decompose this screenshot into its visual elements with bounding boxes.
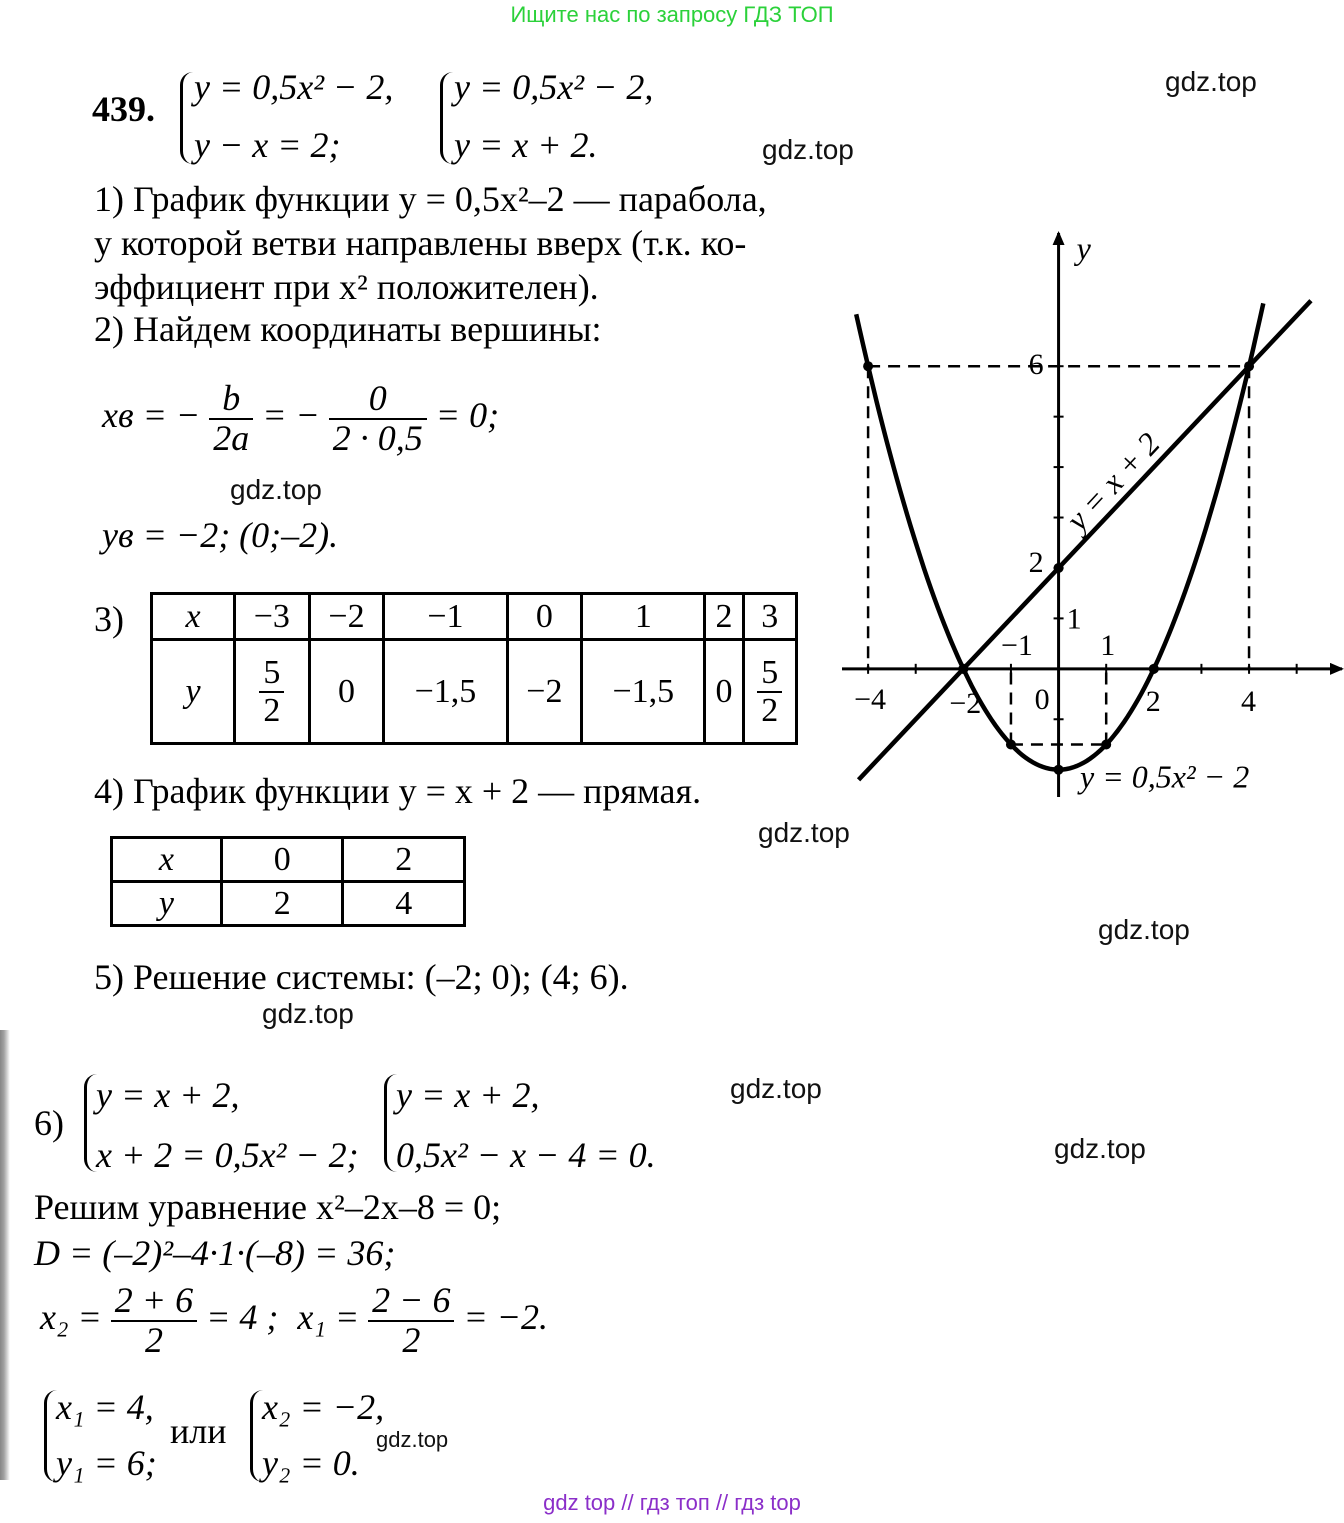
discriminant: D = (–2)²–4·1·(–8) = 36; <box>34 1233 396 1273</box>
step3-label: 3) <box>94 599 124 639</box>
fraction-denominator: 2 <box>144 1319 163 1360</box>
problem-number: 439. <box>92 89 155 129</box>
step6-sys1-line2: x + 2 = 0,5x² − 2; <box>96 1135 359 1175</box>
table-cell: 2 <box>343 838 465 882</box>
y-tick-label: 1 <box>1066 602 1082 636</box>
vertex-x-formula <box>102 380 499 458</box>
system2-line1: y = 0,5x² − 2, <box>454 67 654 107</box>
watermark: gdz.top <box>1098 914 1190 945</box>
answer2-line2: y₂ = 0. <box>262 1443 360 1483</box>
watermark: gdz.top <box>230 474 322 505</box>
graph-point <box>1101 739 1111 749</box>
table-cell: 0 <box>705 640 743 744</box>
table-header-x: x <box>112 838 222 882</box>
table-header-y: y <box>112 882 222 926</box>
fraction <box>368 1282 454 1360</box>
answer1-line1: x₁ = 4, <box>56 1387 154 1427</box>
table-cell: 0 <box>221 838 343 882</box>
vertex-x-end: = 0; <box>435 395 500 436</box>
fraction <box>209 380 253 458</box>
answer2-line1: x₂ = −2, <box>262 1387 385 1427</box>
solve-equation: Решим уравнение x²–2x–8 = 0; <box>34 1187 502 1227</box>
step1-line1: 1) График функции y = 0,5x²–2 — парабола, <box>94 179 767 219</box>
system1-line2: y − x = 2; <box>194 125 341 165</box>
watermark: gdz.top <box>730 1073 822 1104</box>
watermark: gdz.top <box>1054 1133 1146 1164</box>
graph <box>830 225 1330 805</box>
table-cell: −2 <box>507 640 582 744</box>
x-tick-label: 4 <box>1241 684 1257 718</box>
table-cell: −1,5 <box>384 640 507 744</box>
watermark: gdz.top <box>758 817 850 848</box>
y-tick-label: 6 <box>1028 348 1044 382</box>
roots-formula <box>40 1282 548 1360</box>
graph-point <box>1244 361 1254 371</box>
fraction-denominator: 2 <box>402 1319 421 1360</box>
table-cell: 2 <box>221 882 343 926</box>
header-banner: Ищите нас по запросу ГДЗ ТОП <box>510 2 834 27</box>
graph-point <box>1054 563 1064 573</box>
x-tick-label: −4 <box>854 682 887 716</box>
fraction-numerator: 5 <box>259 655 284 693</box>
table-cell <box>743 640 796 744</box>
vertex-x-lhs: xв = − <box>102 395 201 436</box>
fraction-denominator: 2 <box>761 691 779 729</box>
line-values-table <box>110 836 466 927</box>
table-header-x: x <box>152 594 235 640</box>
graph-point <box>958 664 968 674</box>
table-cell <box>235 640 310 744</box>
table-cell: 0 <box>507 594 582 640</box>
y-tick-label: 2 <box>1028 545 1044 579</box>
y-axis-label: y <box>1076 230 1091 266</box>
table-cell: 2 <box>705 594 743 640</box>
graph-point <box>1054 765 1064 775</box>
fraction-numerator: b <box>209 380 253 420</box>
step6-sys2-line2: 0,5x² − x − 4 = 0. <box>396 1135 656 1175</box>
line-label: y = x + 2 <box>1058 425 1167 538</box>
or-word: или <box>170 1411 227 1451</box>
vertex-y: yв = −2; (0;–2). <box>102 515 339 555</box>
fraction <box>329 380 427 458</box>
step2-heading: 2) Найдем координаты вершины: <box>94 309 602 349</box>
step5-solution: 5) Решение системы: (–2; 0); (4; 6). <box>94 957 629 997</box>
x-tick-label: 1 <box>1100 628 1116 662</box>
system-brace <box>180 72 193 164</box>
graph-point <box>1149 664 1159 674</box>
table-cell: 4 <box>343 882 465 926</box>
parabola-label: y = 0,5x² − 2 <box>1080 758 1250 795</box>
step6-sys1-line1: y = x + 2, <box>96 1075 240 1115</box>
fraction-numerator: 2 + 6 <box>111 1282 197 1322</box>
table-cell: −1,5 <box>582 640 705 744</box>
graph-point <box>1006 739 1016 749</box>
root1-end: = −2. <box>463 1297 549 1338</box>
table-cell: 0 <box>309 640 384 744</box>
system1-line1: y = 0,5x² − 2, <box>194 67 394 107</box>
table-cell: 1 <box>582 594 705 640</box>
table-cell: −2 <box>309 594 384 640</box>
step4-heading: 4) График функции y = x + 2 — прямая. <box>94 771 702 811</box>
table-cell: 3 <box>743 594 796 640</box>
x-tick-label: 0 <box>1034 682 1050 716</box>
step1-line2: у которой ветви направлены вверх (т.к. ко- <box>94 223 747 263</box>
parabola-values-table <box>150 592 798 745</box>
watermark: gdz.top <box>262 998 354 1029</box>
root2-lhs: x₂ = <box>40 1297 102 1338</box>
watermark: gdz.top <box>762 134 854 165</box>
fraction <box>259 655 284 728</box>
vertex-x-mid: = − <box>262 395 320 436</box>
root1-lhs: x₁ = <box>297 1297 360 1338</box>
fraction-denominator: 2a <box>213 417 250 458</box>
table-cell: −3 <box>235 594 310 640</box>
footer-banner: gdz top // гдз топ // гдз top <box>543 1490 801 1515</box>
system2-line2: y = x + 2. <box>454 125 598 165</box>
x-tick-label: −2 <box>949 686 982 720</box>
fraction <box>757 655 782 728</box>
step6-label: 6) <box>34 1103 64 1143</box>
step1-line3: эффициент при x² положителен). <box>94 267 599 307</box>
fraction-denominator: 2 <box>263 691 281 729</box>
answer1-line2: y₁ = 6; <box>56 1443 157 1483</box>
x-tick-label: 2 <box>1145 684 1161 718</box>
scan-edge <box>0 1030 10 1480</box>
watermark: gdz.top <box>376 1427 449 1452</box>
table-header-y: y <box>152 640 235 744</box>
system-brace <box>440 72 453 164</box>
fraction-denominator: 2 · 0,5 <box>332 417 423 458</box>
graph-point <box>863 361 873 371</box>
fraction-numerator: 2 − 6 <box>368 1282 454 1322</box>
step6-sys2-line1: y = x + 2, <box>396 1075 540 1115</box>
fraction-numerator: 0 <box>329 380 427 420</box>
watermark: gdz.top <box>1165 66 1257 97</box>
fraction <box>111 1282 197 1360</box>
root2-end: = 4 ; <box>206 1297 279 1338</box>
x-tick-label: −1 <box>1000 628 1033 662</box>
table-cell: −1 <box>384 594 507 640</box>
fraction-numerator: 5 <box>757 655 782 693</box>
